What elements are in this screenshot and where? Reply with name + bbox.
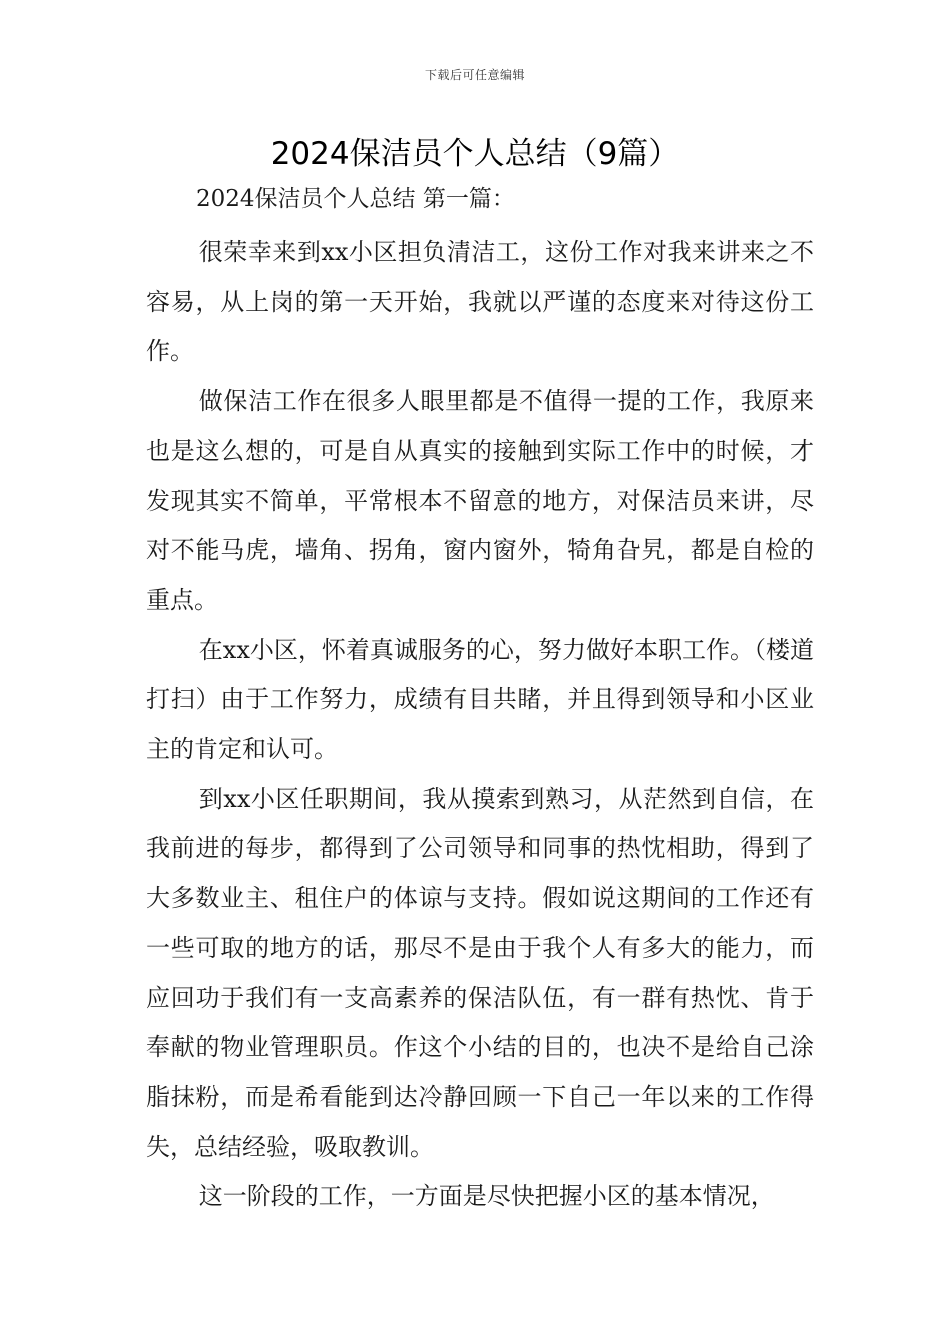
- paragraph: 这一阶段的工作，一方面是尽快把握小区的基本情况，: [198, 1182, 775, 1211]
- paragraph: 在xx小区，怀着真诚服务的心，努力做好本职工作。（楼道打扫）由于工作努力，成绩有目共睹，并且得到领导和小区业主的肯定和认可。: [146, 635, 814, 764]
- paragraph: 很荣幸来到xx小区担负清洁工，这份工作对我来讲来之不容易，从上岗的第一天开始，我就以严谨的态度来对待这份工作。: [146, 238, 814, 366]
- document-body: [146, 180, 814, 1222]
- paragraph: 到xx小区任职期间，我从摸索到熟习，从茫然到自信，在我前进的每步，都得到了公司领导和同事的热忱相助，得到了大多数业主、租住户的体谅与支持。假如说这期间的工作还有一些可取的地方的话，那尽不是由于我个人有多大的能力，而应回功于我们有一支高素养的保洁队伍，有一群有热忱、肯于奉献的物业管理职员。作这个小结的目的，也决不是给自己涂脂抹粉，而是希看能到达冷静回顾一下自己一年以来的工作得失，总结经验，吸取教训。: [146, 784, 814, 1161]
- paragraph: 做保洁工作在很多人眼里都是不值得一提的工作，我原来也是这么想的，可是自从真实的接触到实际工作中的时候，才发现其实不简单，平常根本不留意的地方，对保洁员来讲，尽对不能马虎，墙角、拐角，窗内窗外，犄角旮旯，都是自检的重点。: [146, 387, 814, 614]
- header-note: 下载后可任意编辑: [424, 68, 525, 82]
- section-heading: 2024保洁员个人总结 第一篇：: [196, 186, 515, 212]
- document-title: 2024保洁员个人总结（9篇）: [270, 136, 680, 172]
